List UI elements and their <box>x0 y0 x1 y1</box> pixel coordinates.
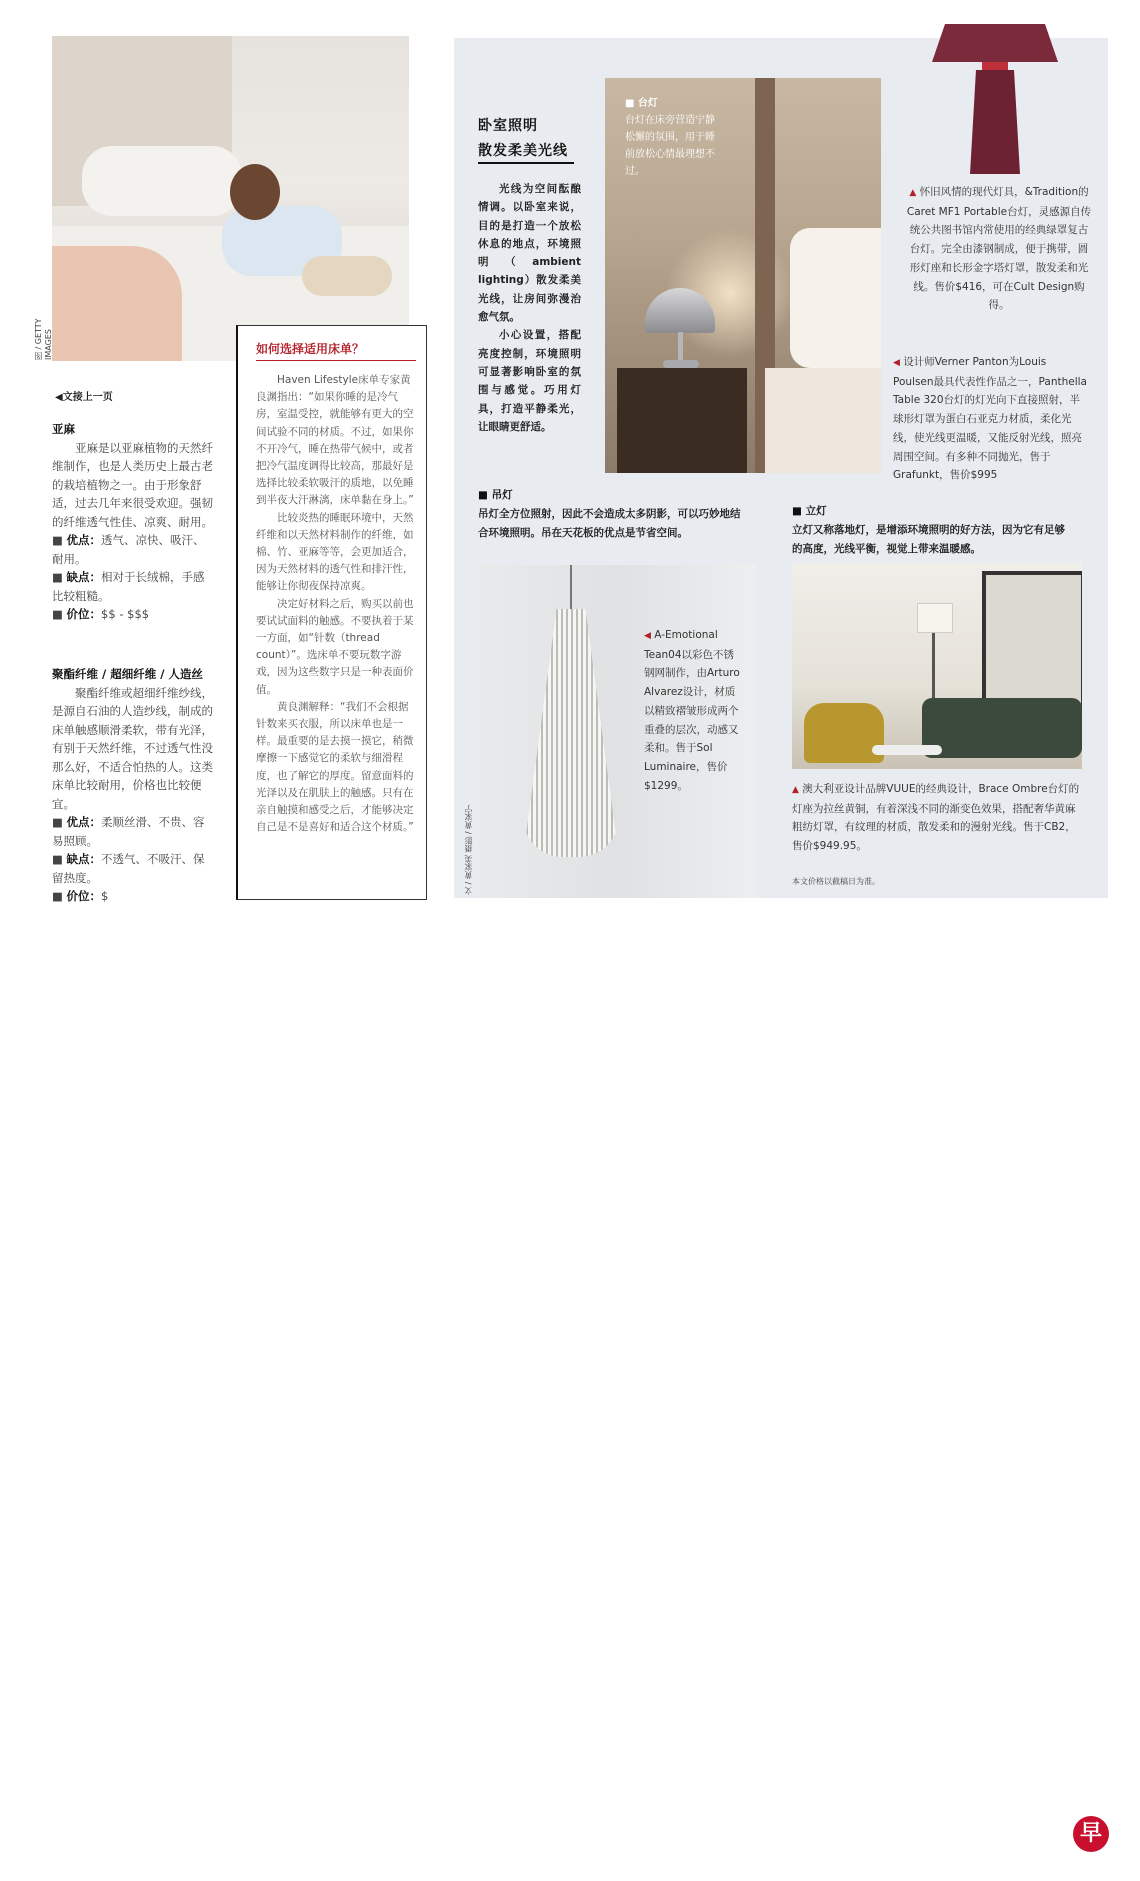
floor-lamp-text: 立灯又称落地灯，是增添环境照明的好方法，因为它有足够的高度，光线平衡，视觉上带来温暖感。 <box>792 524 1065 555</box>
sidebar-paragraph: 黄良渊解释：“我们不会根据针数来买衣服，所以床单也是一样。最重要的是去摸一摸它，稍微摩擦一下感觉它的柔软与细滑程度，也了解它的厚度。留意面料的光泽以及在肌肤上的触感。只有在亲自触摸和感受之后，才能够决定自己是不是喜好和适合这个材质。” <box>256 700 414 834</box>
pendant-lamp-caption: ◀ A-Emotional Tean04以彩色不锈钢网制作，由Arturo Alvarez设计，材质以精致褶皱形成两个重叠的层次，动感又柔和。售于Sol Luminaire，售价$1299。 <box>644 629 740 792</box>
section-body: 亚麻是以亚麻植物的天然纤维制作，也是人类历史上最古老的栽培植物之一。由于形象舒适，过去几年来很受欢迎。强韧的纤维透气性佳、凉爽、耐用。 <box>52 440 213 529</box>
pros-line: ■ 优点：透气、凉快、吸汗、耐用。 <box>52 533 205 566</box>
section-heading: 亚麻 <box>52 422 75 436</box>
triangle-marker: ◀ <box>893 358 900 368</box>
pendant-text: 吊灯全方位照射，因此不会造成太多阴影，可以巧妙地结合环境照明。吊在天花板的优点是节省空间。 <box>478 508 741 539</box>
floor-lamp-heading: ■ 立灯 <box>792 505 827 517</box>
sidebar-paragraph: Haven Lifestyle床单专家黄良渊指出：“如果你睡的是冷气房，室温受控，就能够有更大的空间试验不同的材质。不过，如果你不开冷气，睡在热带气候中，或者把冷气温度调得比较高，那最好是选择比较柔软吸汗的质地，以免睡到半夜大汗淋漓，床单黏在身上。” <box>256 374 414 507</box>
section-polyester <box>52 665 214 906</box>
sidebar-body <box>256 372 416 836</box>
sidebar-title: 如何选择适用床单？ <box>256 342 365 356</box>
sidebar-divider <box>256 360 416 361</box>
section-heading: 聚酯纤维 / 超细纤维 / 人造丝 <box>52 667 203 681</box>
cons-line: ■ 缺点：不透气、不吸汗、保留热度。 <box>52 852 205 885</box>
intro-paragraph: 光线为空间酝酿情调。以卧室来说，目的是打造一个放松休息的地点，环境照明（ambient lighting）散发柔美光线，让房间弥漫治愈气氛。 <box>478 183 581 324</box>
desk-lamp-text: 台灯在床旁营造宁静松懈的氛围，用于睡前放松心情最理想不过。 <box>625 115 715 177</box>
sidebar-paragraph: 比较炎热的睡眠环境中，天然纤维和以天然材料制作的纤维，如棉、竹、亚麻等等，会更加适合，因为天然材料的透气性和排汗性，能够让你彻夜保持凉爽。 <box>256 511 414 593</box>
caret-lamp-image <box>930 24 1060 174</box>
living-room-photo <box>792 563 1082 769</box>
price-line: ■ 价位：$$ - $$$ <box>52 607 150 621</box>
bedroom-child-photo <box>52 36 409 361</box>
section-linen <box>52 420 214 624</box>
intro-paragraph: 小心设置，搭配亮度控制，环境照明可显著影响卧室的氛围与感觉。巧用灯具，打造平静柔光，让眼睛更舒适。 <box>478 329 581 433</box>
photo-credit: 图 / GETTY IMAGES <box>34 318 53 360</box>
article-credit: 文 / 黄家美 摄影 / 黄家宁 <box>464 804 473 895</box>
desk-lamp-caption <box>625 95 715 180</box>
article-intro <box>478 180 581 436</box>
desk-lamp-heading: ■ 台灯 <box>625 98 658 109</box>
cons-line: ■ 缺点：相对于长绒棉，手感比较粗糙。 <box>52 570 205 603</box>
pendant-heading: ■ 吊灯 <box>478 489 513 501</box>
floor-lamp-caption: ▲ 澳大利亚设计品牌VUUE的经典设计，Brace Ombre台灯的灯座为拉丝黄铜，有着深浅不同的渐变色效果，搭配奢华黄麻粗纺灯罩，有纹理的材质，散发柔和的漫射光线。售于CB2，售价$949.95。 <box>792 783 1080 853</box>
triangle-marker: ◀ <box>644 631 651 641</box>
panthella-lamp-caption: ◀ 设计师Verner Panton为Louis Poulsen最具代表性作品之一，Panthella Table 320台灯的灯光向下直接照射，半球形灯罩为蛋白石亚克力材质，柔化光线，使光线更温暖，又能反射光线，照亮周围空间。有多种不同抛光，售于Grafunkt，售价$995 <box>893 356 1087 482</box>
title-underline <box>478 162 574 164</box>
price-note: 本文价格以截稿日为准。 <box>792 877 880 886</box>
zaobao-logo-icon: 早 <box>1073 1816 1109 1852</box>
sidebar-box <box>236 325 427 900</box>
triangle-marker: ▲ <box>792 785 799 795</box>
sidebar-paragraph: 决定好材料之后，购买以前也要试试面料的触感。不要执着于某一方面，如“针数（thread count）”。选床单不要玩数字游戏，因为这些数字只是一种表面价值。 <box>256 597 414 696</box>
section-body: 聚酯纤维或超细纤维纱线，是源自石油的人造纱线，制成的床单触感顺滑柔软，带有光泽，有别于天然纤维，不过透气性没那么好，不适合怕热的人。这类床单比较耐用，价格也比较便宜。 <box>52 685 213 811</box>
continued-from-previous: ◀文接上一页 <box>55 392 113 403</box>
article-title-line2: 散发柔美光线 <box>478 143 568 159</box>
pros-line: ■ 优点：柔顺丝滑、不贵、容易照顾。 <box>52 815 205 848</box>
caret-lamp-caption: ▲ 怀旧风情的现代灯具，&Tradition的Caret MF1 Portable台灯，灵感源自传统公共图书馆内常使用的经典绿罩复古台灯。完全由漆钢制成，便于携带，圆形灯座和长形金字塔灯罩，散发柔和光线。售价$416，可在Cult Design购得。 <box>906 186 1092 312</box>
price-line: ■ 价位：$ <box>52 889 109 903</box>
article-title-line1: 卧室照明 <box>478 118 538 134</box>
triangle-marker: ▲ <box>909 188 917 198</box>
